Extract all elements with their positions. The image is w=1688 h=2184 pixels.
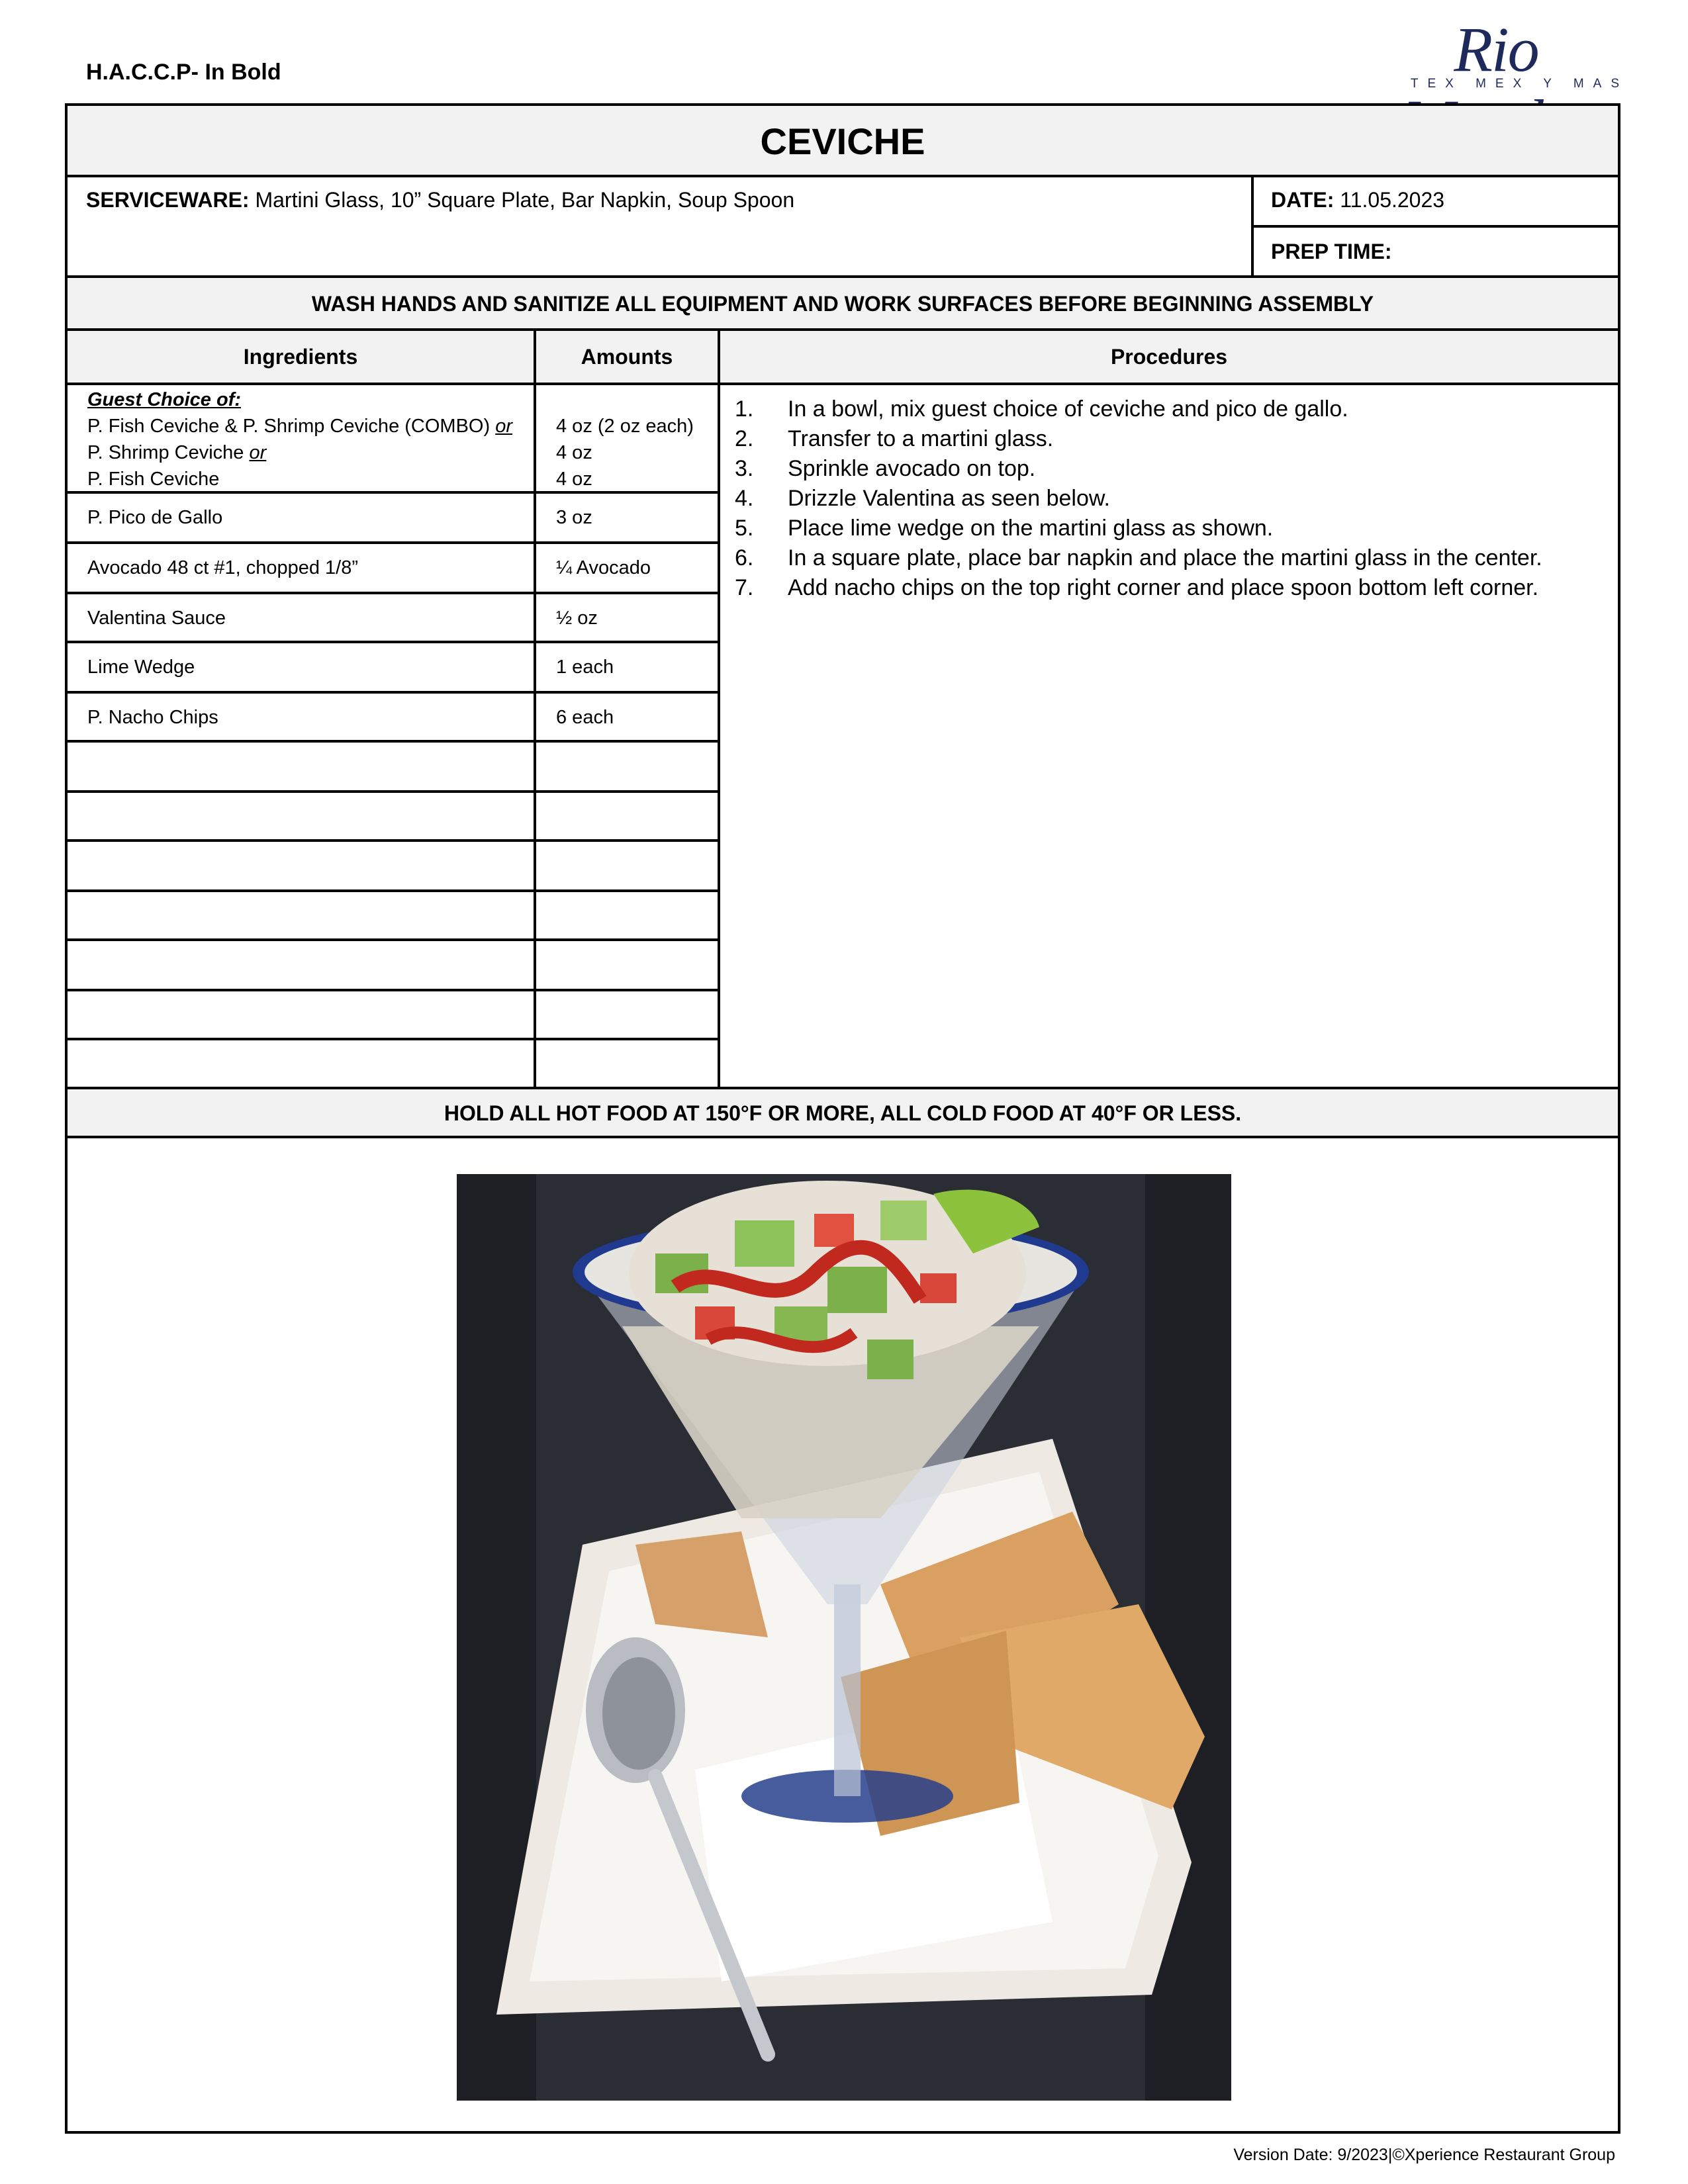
divider [718, 330, 720, 1089]
step-number: 3. [735, 456, 754, 481]
step-number: 2. [735, 426, 754, 451]
guest-choice-option-fish: P. Fish Ceviche [87, 469, 220, 490]
divider [534, 330, 536, 1089]
divider [66, 740, 719, 743]
divider [66, 1038, 719, 1040]
hold-temperature-notice: HOLD ALL HOT FOOD AT 150°F OR MORE, ALL COLD FOOD AT 40°F OR LESS. [68, 1089, 1618, 1137]
divider [66, 790, 719, 793]
ingredient-name: Lime Wedge [87, 657, 195, 678]
amount-fish: 4 oz [556, 469, 592, 490]
procedure-step [735, 514, 1595, 543]
procedure-step [735, 454, 1595, 484]
divider [66, 989, 719, 991]
step-number: 5. [735, 516, 754, 541]
step-text: Drizzle Valentina as seen below. [788, 486, 1110, 511]
procedure-step [735, 484, 1595, 514]
step-text: Transfer to a martini glass. [788, 426, 1054, 451]
step-number: 6. [735, 545, 754, 570]
ingredient-amount: 3 oz [556, 507, 592, 528]
divider [66, 641, 719, 643]
ingredient-amount: 6 each [556, 707, 614, 728]
ingredient-amount: 1 each [556, 657, 614, 678]
divider [66, 592, 719, 594]
serviceware-value: Martini Glass, 10” Square Plate, Bar Napkin, Soup Spoon [255, 188, 795, 212]
step-number: 1. [735, 396, 754, 422]
divider [66, 938, 719, 941]
step-number: 7. [735, 575, 754, 600]
date-label: DATE: [1271, 188, 1335, 212]
wash-hands-notice: WASH HANDS AND SANITIZE ALL EQUIPMENT AND WORK SURFACES BEFORE BEGINNING ASSEMBLY [68, 278, 1618, 330]
ingredient-name: P. Pico de Gallo [87, 507, 223, 528]
divider [66, 691, 719, 694]
divider [66, 491, 719, 494]
procedure-step [735, 573, 1595, 603]
ingredient-name: Valentina Sauce [87, 608, 226, 629]
or-connector: or [495, 416, 512, 437]
guest-choice-block [87, 387, 531, 492]
procedure-step [735, 424, 1595, 454]
step-number: 4. [735, 486, 754, 511]
procedure-step [735, 543, 1595, 573]
amounts-header: Amounts [536, 331, 718, 383]
procedures-list [735, 394, 1595, 603]
prep-time-label: PREP TIME: [1271, 240, 1392, 263]
ingredient-amount: ¼ Avocado [556, 557, 651, 578]
amount-combo: 4 oz (2 oz each) [556, 416, 694, 437]
amount-shrimp: 4 oz [556, 442, 592, 463]
recipe-title: CEVICHE [68, 106, 1618, 176]
date-line [1271, 188, 1602, 212]
step-text: In a bowl, mix guest choice of ceviche and pico de gallo. [788, 396, 1348, 422]
date-value: 11.05.2023 [1340, 188, 1445, 212]
guest-choice-option-combo [87, 413, 531, 439]
logo-tagline: TEX MEX Y MAS [1410, 77, 1628, 91]
divider [66, 175, 1619, 177]
step-text: In a square plate, place bar napkin and place the martini glass in the center. [788, 545, 1542, 570]
ingredient-name: Avocado 48 ct #1, chopped 1/8” [87, 557, 358, 578]
option-label: P. Fish Ceviche & P. Shrimp Ceviche (COMBO) [87, 416, 496, 437]
serviceware-line [86, 188, 1211, 212]
divider [66, 1136, 1619, 1138]
divider [66, 889, 719, 892]
divider [66, 383, 1619, 385]
haccp-note: H.A.C.C.P- In Bold [86, 60, 281, 85]
ingredients-header: Ingredients [68, 331, 534, 383]
guest-choice-heading: Guest Choice of: [87, 389, 242, 410]
procedures-header: Procedures [720, 331, 1618, 383]
divider [1252, 225, 1619, 228]
divider [66, 839, 719, 842]
or-connector: or [249, 442, 267, 463]
step-text: Sprinkle avocado on top. [788, 456, 1036, 481]
logo-script-text: Rio [1454, 14, 1538, 85]
option-label: P. Shrimp Ceviche [87, 442, 250, 463]
guest-choice-amounts [556, 413, 715, 492]
guest-choice-option-shrimp [87, 439, 531, 466]
procedure-step [735, 394, 1595, 424]
step-text: Place lime wedge on the martini glass as shown. [788, 516, 1274, 541]
rio-mambo-logo [1364, 13, 1628, 93]
ingredient-amount: ½ oz [556, 608, 598, 629]
ingredient-name: P. Nacho Chips [87, 707, 218, 728]
divider [66, 541, 719, 544]
ceviche-plating-photo [457, 1174, 1231, 2101]
step-text: Add nacho chips on the top right corner and place spoon bottom left corner. [788, 575, 1539, 600]
version-footer: Version Date: 9/2023|©Xperience Restaurant Group [1233, 2146, 1615, 2164]
serviceware-label: SERVICEWARE: [86, 188, 250, 212]
